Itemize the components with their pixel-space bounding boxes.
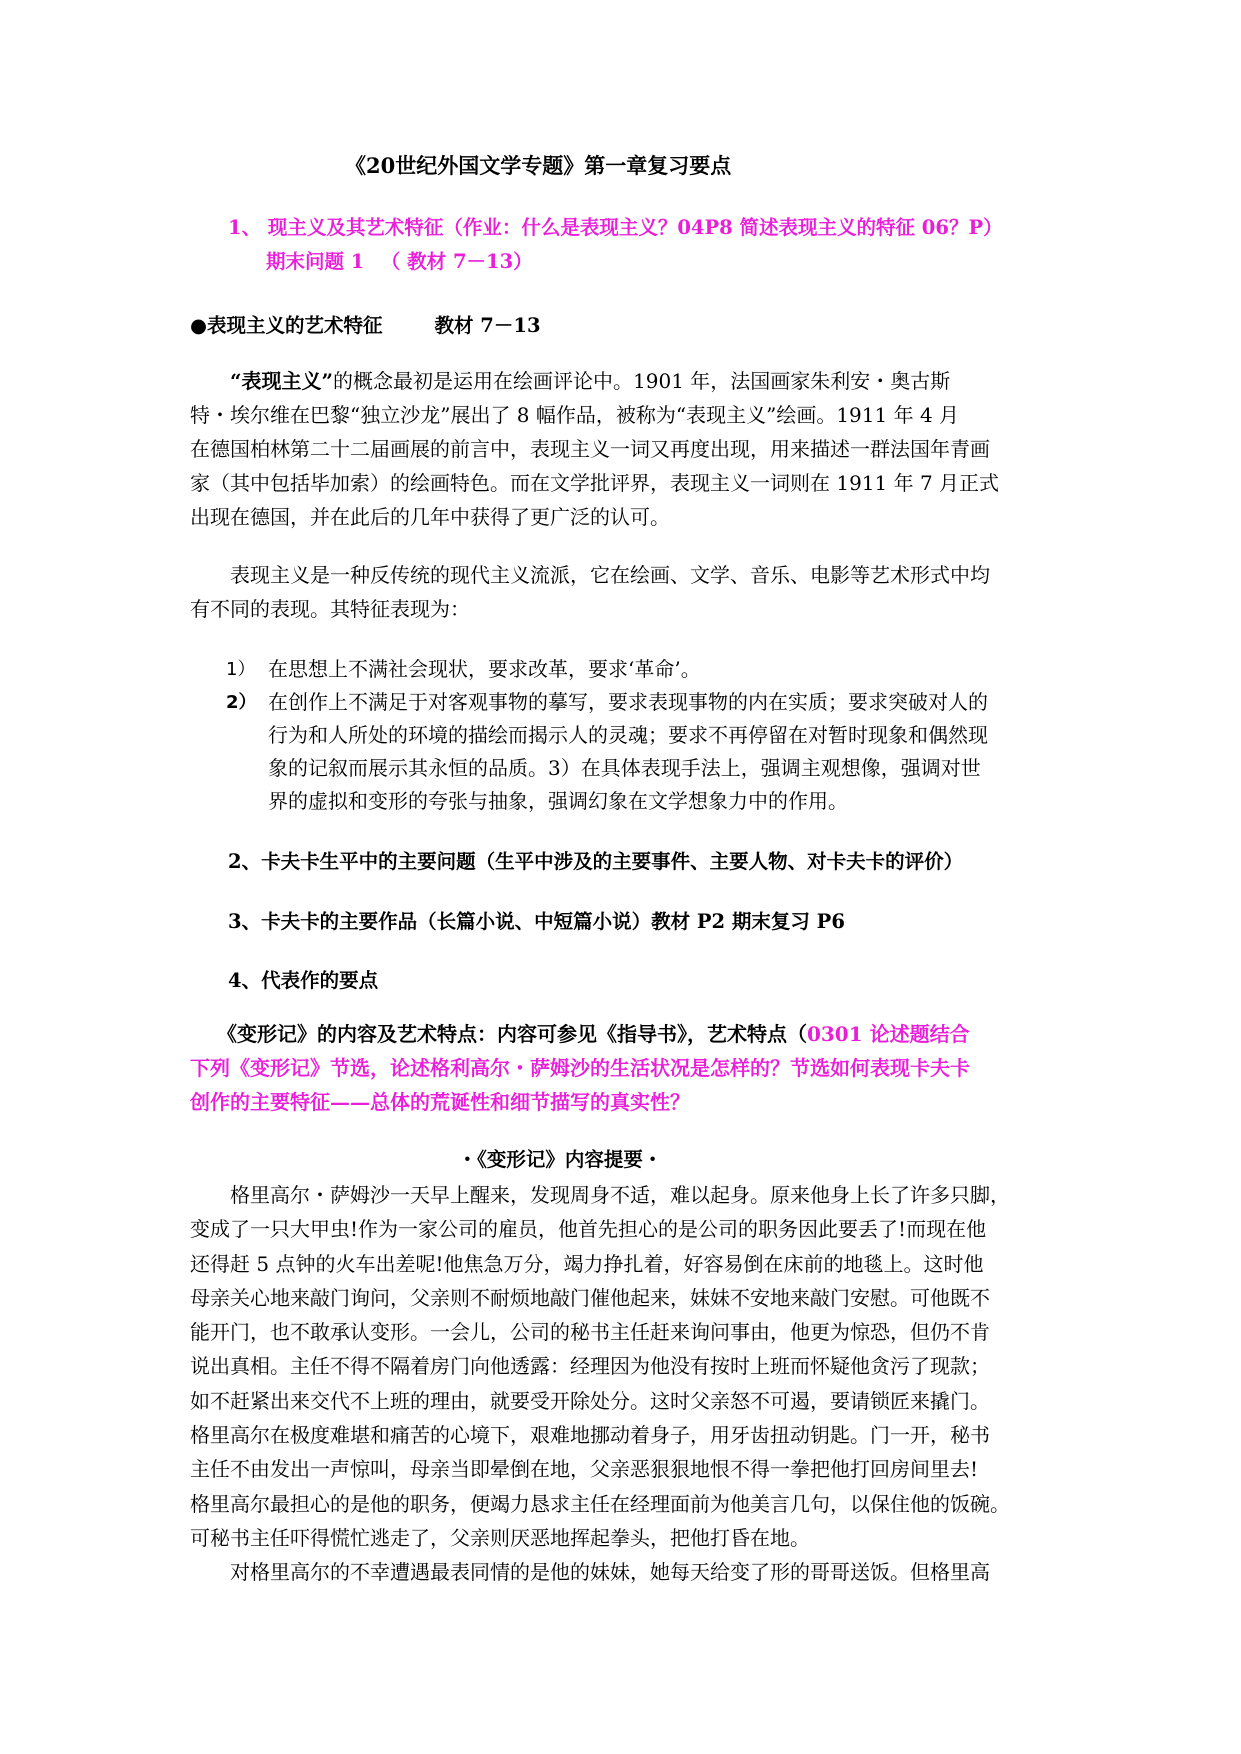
list-item-number: 1） <box>226 659 256 680</box>
list-item-text: 在创作上不满足于对客观事物的摹写，要求表现事物的内在实质；要求突破对人的 <box>268 690 988 714</box>
metamorphosis-lead-highlight: 0301 论述题结合 <box>806 1022 970 1046</box>
summary-text <box>190 1178 1010 1590</box>
summary-line: 说出真相。主任不得不隔着房门向他透露：经理因为他没有按时上班而怀疑他贪污了现款； <box>190 1354 990 1379</box>
document-title: 《20世纪外国文学专题》第一章复习要点 <box>345 153 732 178</box>
section-4-heading: 4、代表作的要点 <box>228 969 379 992</box>
list-item-text: 界的虚拟和变形的夸张与抽象，强调幻象在文学想象力中的作用。 <box>268 789 848 813</box>
list-item-text: 在思想上不满社会现状，要求改革，要求‘革命’。 <box>268 657 701 681</box>
summary-line: 格里高尔在极度难堪和痛苦的心境下，艰难地挪动着身子，用牙齿扭动钥匙。门一开，秘书 <box>190 1423 990 1448</box>
summary-line: 对格里高尔的不幸遭遇最表同情的是他的妹妹，她每天给变了形的哥哥送饭。但格里高 <box>190 1560 990 1585</box>
paragraph-line: 家（其中包括毕加索）的绘画特色。而在文学批评界，表现主义一词则在 1911 年 7 月正式 <box>190 471 1000 495</box>
question-1-line-2: 期末问题 1 （ 教材 7－13） <box>266 250 533 273</box>
paragraph-line: 特・埃尔维在巴黎“独立沙龙”展出了 8 幅作品，被称为“表现主义”绘画。1911 年 4 月 <box>190 403 960 427</box>
heading-label: ●表现主义的艺术特征 <box>190 314 383 337</box>
metamorphosis-question-line: 创作的主要特征——总体的荒诞性和细节描写的真实性？ <box>190 1090 690 1114</box>
summary-line: 如不赶紧出来交代不上班的理由，就要受开除处分。这时父亲怒不可遏，要请锁匠来撬门。 <box>190 1388 990 1413</box>
metamorphosis-question-line: 下列《变形记》节选，论述格利高尔・萨姆沙的生活状况是怎样的？节选如何表现卡夫卡 <box>190 1056 970 1080</box>
list-item <box>226 686 988 818</box>
paragraph-line: 在德国柏林第二十二届画展的前言中，表现主义一词又再度出现，用来描述一群法国年青画 <box>190 437 990 461</box>
summary-line: 能开门，也不敢承认变形。一会儿，公司的秘书主任赶来询问事由，他更为惊恐，但仍不肯 <box>190 1320 990 1345</box>
section-3-heading: 3、卡夫卡的主要作品（长篇小说、中短篇小说）教材 P2 期末复习 P6 <box>228 910 845 933</box>
section-heading-expressionism <box>190 310 541 338</box>
summary-line: 母亲关心地来敲门询问，父亲则不耐烦地敲门催他起来，妹妹不安地来敲门安慰。可他既不 <box>190 1285 990 1310</box>
section-2-heading: 2、卡夫卡生平中的主要问题（生平中涉及的主要事件、主要人物、对卡夫卡的评价） <box>228 850 964 873</box>
paragraph-expressionism-origin <box>190 364 1060 534</box>
metamorphosis-question <box>190 1017 970 1119</box>
question-1-line-1: 1、 现主义及其艺术特征（作业：什么是表现主义？04P8 简述表现主义的特征 06？P） <box>228 216 1003 239</box>
summary-line: 变成了一只大甲虫!作为一家公司的雇员，他首先担心的是公司的职务因此要丢了!而现在他 <box>190 1217 987 1242</box>
summary-line: 可秘书主任吓得慌忙逃走了，父亲则厌恶地挥起拳头，把他打昏在地。 <box>190 1525 810 1550</box>
list-item-text: 象的记叙而展示其永恒的品质。3）在具体表现手法上，强调主观想像，强调对世 <box>268 756 981 780</box>
paragraph-lead-term: “表现主义” <box>230 369 334 393</box>
list-item <box>226 653 988 686</box>
paragraph-expressionism-definition <box>190 558 1060 626</box>
paragraph-line: 的概念最初是运用在绘画评论中。1901 年，法国画家朱利安・奥古斯 <box>333 369 951 393</box>
heading-reference: 教材 7－13 <box>434 314 541 337</box>
paragraph-line: 表现主义是一种反传统的现代主义流派，它在绘画、文学、音乐、电影等艺术形式中均 <box>190 563 990 587</box>
paragraph-line: 出现在德国，并在此后的几年中获得了更广泛的认可。 <box>190 505 670 529</box>
summary-line: 格里高尔最担心的是他的职务，便竭力恳求主任在经理面前为他美言几句，以保住他的饭碗。 <box>190 1491 1010 1516</box>
paragraph-line: 有不同的表现。其特征表现为： <box>190 597 470 621</box>
summary-line: 格里高尔・萨姆沙一天早上醒来，发现周身不适，难以起身。原来他身上长了许多只脚， <box>190 1183 1010 1207</box>
feature-list <box>226 653 988 818</box>
metamorphosis-lead: 《变形记》的内容及艺术特点：内容可参见《指导书》，艺术特点（ <box>216 1022 807 1046</box>
summary-line: 还得赶 5 点钟的火车出差呢!他焦急万分，竭力挣扎着，好容易倒在床前的地毯上。这时他 <box>190 1251 984 1276</box>
list-item-text: 行为和人所处的环境的描绘而揭示人的灵魂；要求不再停留在对暂时现象和偶然现 <box>268 723 988 747</box>
summary-title: ・《变形记》内容提要・ <box>457 1148 663 1171</box>
summary-line: 主任不由发出一声惊叫，母亲当即晕倒在地，父亲恶狠狠地恨不得一拳把他打回房间里去! <box>190 1457 979 1482</box>
list-item-number: 2） <box>226 692 257 713</box>
